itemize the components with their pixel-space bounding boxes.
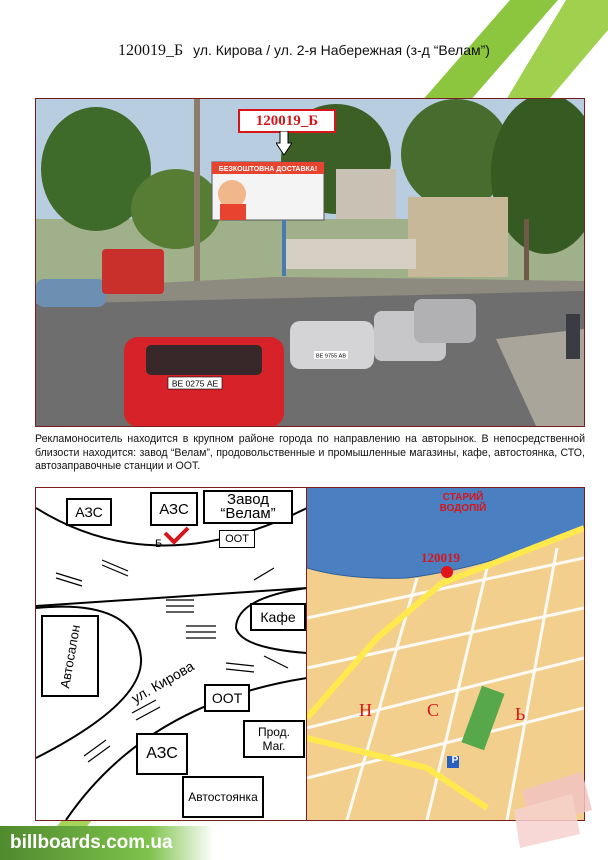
scheme-zavod: Завод “Велам” bbox=[203, 490, 293, 524]
title-code: 120019_Б bbox=[118, 42, 184, 59]
plate-front: ВЕ 0275 АЕ bbox=[171, 378, 219, 389]
scheme-prod-mag: Прод. Маг. bbox=[243, 720, 305, 758]
billboard-headline: БЕЗКОШТОВНА ДОСТАВКА! bbox=[218, 166, 318, 173]
billboard-marker-label: 120019_Б bbox=[238, 109, 336, 133]
map-marker bbox=[441, 566, 453, 578]
scheme-kafe: Кафе bbox=[250, 603, 306, 631]
car-silver bbox=[290, 321, 374, 369]
scheme-avtosalon: Автосалон bbox=[41, 615, 99, 697]
scheme-oot-top: ООТ bbox=[219, 530, 255, 548]
location-description: Рекламоноситель находится в крупном районе города по направлению на авторынок. В непосредственной близости находится: завод “Велам”, продовольственные и промышленные магазины, кафе, автостоянка, СТО, автозаправочные станции и ООТ. bbox=[35, 433, 585, 472]
corner-logo-icon bbox=[512, 770, 596, 848]
plate-mid: ВЕ 9755 АВ bbox=[316, 353, 346, 360]
pointer-arrow-icon bbox=[276, 131, 292, 155]
title-address: ул. Кирова / ул. 2-я Набережная (з-д “Велам”) bbox=[193, 42, 490, 58]
scheme-azs-bottom: АЗС bbox=[136, 733, 188, 775]
map-parking-icon: P bbox=[451, 755, 459, 766]
street-photo-illustration bbox=[36, 99, 584, 426]
footer-site-link[interactable]: billboards.com.ua bbox=[0, 826, 214, 860]
car-blue bbox=[36, 279, 106, 307]
scheme-azs-top: АЗС bbox=[150, 492, 198, 526]
map-district-label: СТАРИЙ ВОДОПІЙ bbox=[439, 492, 487, 514]
map-letter-3: Ь bbox=[515, 704, 526, 724]
scheme-azs-left: АЗС bbox=[66, 498, 112, 526]
location-scheme bbox=[35, 487, 308, 821]
page-title bbox=[0, 42, 608, 60]
scheme-b-mark: Б bbox=[155, 538, 163, 550]
map-marker-label: 120019 bbox=[421, 550, 460, 565]
map-letter-1: Н bbox=[359, 700, 372, 720]
scheme-oot-bottom: ООТ bbox=[204, 684, 250, 712]
truck-red bbox=[102, 249, 164, 294]
scheme-avtostoyanka: Автостоянка bbox=[182, 776, 264, 818]
scheme-street-label: ул. Кирова bbox=[128, 657, 197, 707]
map-letter-2: С bbox=[427, 700, 440, 720]
site-photo bbox=[35, 98, 585, 427]
